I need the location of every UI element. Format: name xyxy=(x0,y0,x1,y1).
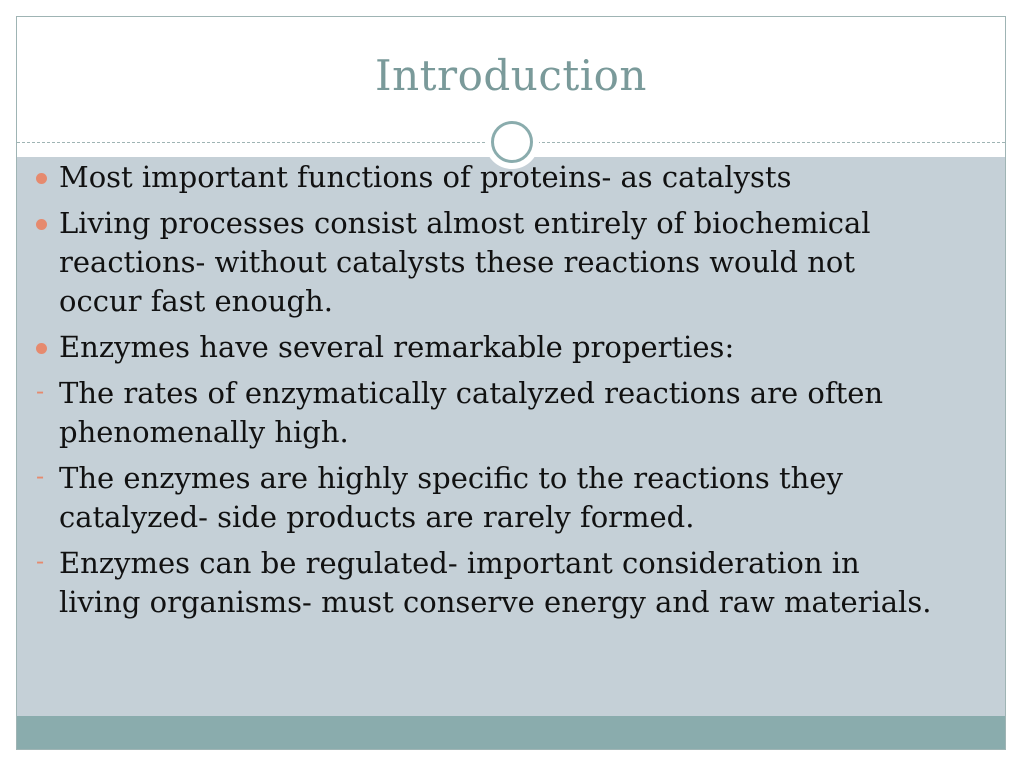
list-item xyxy=(34,374,944,452)
slide-title: Introduction xyxy=(375,51,647,100)
ring xyxy=(491,121,533,163)
list-item xyxy=(34,204,944,321)
bullet-text: Enzymes can be regulated- important consideration in living organisms- must conserve energy and raw materials. xyxy=(59,546,932,619)
list-item xyxy=(34,158,944,197)
bullet-text: Enzymes have several remarkable properties: xyxy=(59,330,735,364)
bullet-text: The enzymes are highly specific to the reactions they catalyzed- side products are rarely formed. xyxy=(59,461,843,534)
list-item xyxy=(34,328,944,367)
list-item xyxy=(34,544,944,622)
footer-band xyxy=(17,716,1005,750)
bullet-text: Most important functions of proteins- as catalysts xyxy=(59,160,792,194)
list-item xyxy=(34,459,944,537)
dash-bullet-icon xyxy=(34,544,54,583)
dash-bullet-icon xyxy=(34,374,54,413)
dot-bullet-icon xyxy=(34,204,54,243)
bullet-text: Living processes consist almost entirely of biochemical reactions- without catalysts these reactions would not occur fast enough. xyxy=(59,206,871,318)
bullet-text: The rates of enzymatically catalyzed reactions are often phenomenally high. xyxy=(59,376,884,449)
dot-bullet-icon xyxy=(34,158,54,197)
dot-bullet-icon xyxy=(34,328,54,367)
dash-bullet-icon xyxy=(34,459,54,498)
bullet-list xyxy=(34,158,944,629)
